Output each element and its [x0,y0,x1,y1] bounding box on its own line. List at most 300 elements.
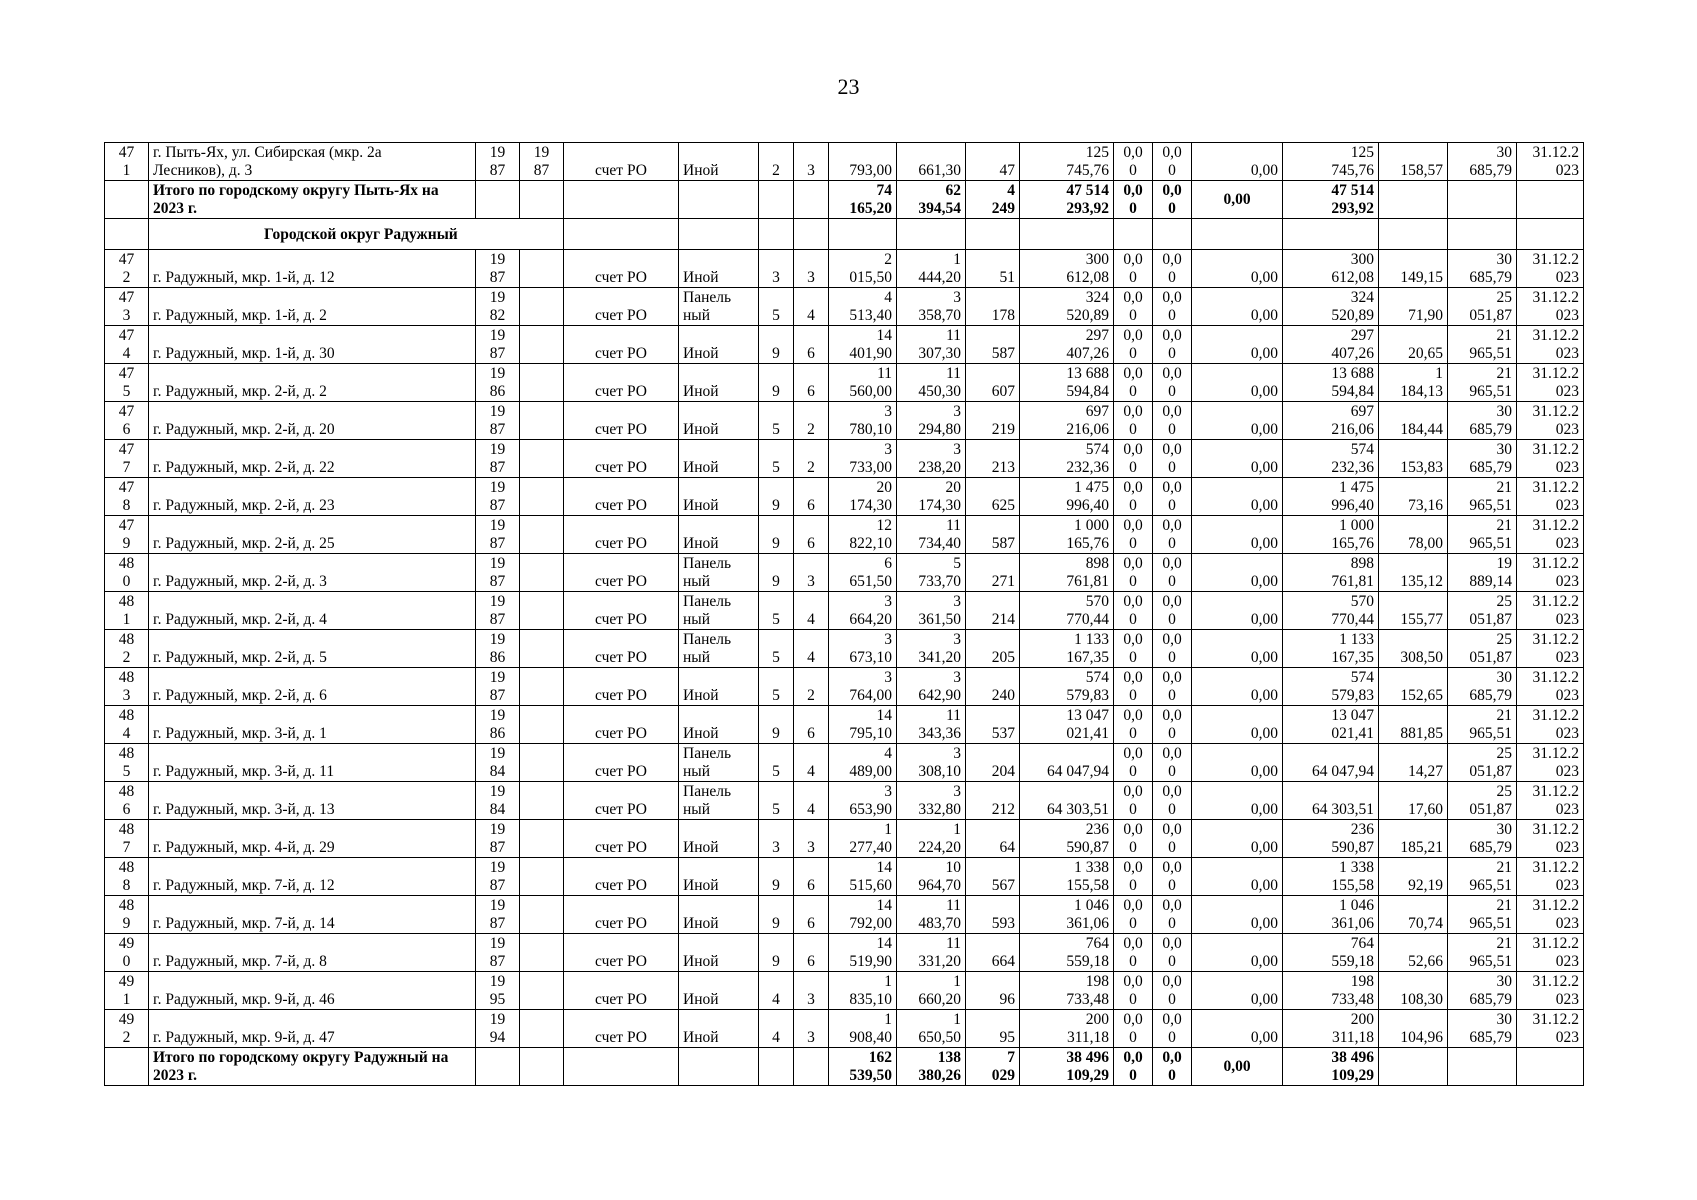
wall-material-line [683,144,754,162]
fund-2-line: 0,0 [1162,555,1182,572]
year-commissioned-line: 19 [533,144,550,161]
section-title: Городской округ Радужный [149,219,564,250]
address-line [153,669,471,687]
fund-4 [1283,516,1379,554]
wall-material-line: ный [683,611,711,628]
fund-2-line: 0 [1168,307,1176,324]
fund-4-line: 125 [1350,144,1374,161]
address [149,478,476,516]
fund-2 [1153,896,1192,934]
completion-date-line: 31.12.2 [1532,821,1579,838]
year-built [476,858,520,896]
max-unit-cost-line: 25 [1496,745,1512,762]
area-residential-line: 642,90 [918,687,961,704]
fund-1 [1114,250,1153,288]
table-row [105,402,1584,440]
area-total-line: 11 [877,365,892,382]
fund-2-line: 0,0 [1162,745,1182,762]
area-total-line: 4 [884,745,892,762]
row-number-line: 47 [118,365,135,382]
completion-date-line: 31.12.2 [1532,365,1579,382]
fund-1 [1114,858,1153,896]
wall-material [679,1010,759,1048]
completion-date [1517,706,1584,744]
area-residential-line: 332,80 [918,801,961,818]
total-fund-3: 0,00 [1192,1048,1283,1086]
fund-4-line: 570 [1350,593,1374,610]
year-built-line: 87 [489,915,506,932]
fund-2-line: 0,0 [1162,365,1182,382]
wall-material-line: Иной [683,915,719,932]
row-number-line: 47 [118,517,135,534]
empty-cell [564,1048,679,1086]
unit-cost: 308,50 [1379,630,1448,668]
fund-2-line: 0,0 [1162,707,1182,724]
residents: 95 [966,1010,1020,1048]
area-total-line: 822,10 [849,535,892,552]
year-built-line: 84 [489,801,506,818]
unit-cost: 14,27 [1379,744,1448,782]
year-commissioned-line [524,383,559,401]
fund-4 [1283,1010,1379,1048]
area-residential-line: 450,30 [918,383,961,400]
cost-total-line: 407,26 [1066,345,1109,362]
fund-4-line: 1 338 [1339,859,1374,876]
max-unit-cost-line: 965,51 [1469,953,1512,970]
area-total [829,440,897,478]
unit-cost: 184,44 [1379,402,1448,440]
cost-total-line: 236 [1085,821,1109,838]
total-residents-line: 7 [1007,1049,1015,1066]
fund-1-line: 0 [1129,725,1137,742]
total-fund-2-line: 0 [1168,1067,1176,1084]
year-commissioned [520,592,564,630]
fund-2 [1153,744,1192,782]
wall-material [679,630,759,668]
max-unit-cost [1448,630,1517,668]
unit-cost: 71,90 [1379,288,1448,326]
wall-material-line: Панель [683,631,732,648]
year-built [476,706,520,744]
empty-cell [966,219,1020,250]
fund-2 [1153,972,1192,1010]
cost-total [1020,516,1114,554]
entrances: 4 [794,288,829,326]
area-total-line: 4 [884,289,892,306]
fund-3: 0,00 [1192,782,1283,820]
fund-2 [1153,402,1192,440]
cost-total-line: 770,44 [1066,611,1109,628]
table-row [105,820,1584,858]
max-unit-cost-line: 685,79 [1469,1029,1512,1046]
fund-1-line: 0,0 [1123,745,1143,762]
cost-total-line: 1 133 [1074,631,1109,648]
fund-2 [1153,782,1192,820]
fund-2 [1153,478,1192,516]
fund-1-line: 0,0 [1123,517,1143,534]
cost-total-line: 764 [1085,935,1109,952]
fund-1-line: 0,0 [1123,144,1143,161]
completion-date [1517,1010,1584,1048]
area-total-line: 015,50 [849,269,892,286]
table-row [105,250,1584,288]
year-commissioned [520,668,564,706]
address-line [153,897,471,915]
completion-date-line: 023 [1555,725,1579,742]
completion-date-line: 31.12.2 [1532,631,1579,648]
fund-1-line: 0 [1129,573,1137,590]
year-built-line: 87 [489,345,506,362]
empty-cell [794,1048,829,1086]
completion-date-line: 31.12.2 [1532,973,1579,990]
fund-4-line: 232,36 [1331,459,1374,476]
area-total-line: 1 [884,973,892,990]
row-number [105,250,149,288]
fund-1-line: 0,0 [1123,555,1143,572]
address-line [153,783,471,801]
cost-total-line: 898 [1085,555,1109,572]
funding-method: счет РО [564,782,679,820]
completion-date-line: 31.12.2 [1532,669,1579,686]
area-residential [897,143,966,181]
max-unit-cost-line: 965,51 [1469,383,1512,400]
total-fund-4 [1283,181,1379,219]
fund-3: 0,00 [1192,402,1283,440]
cost-total-line: 733,48 [1066,991,1109,1008]
cost-total-line: 125 [1085,144,1109,161]
area-total-line: 519,90 [849,953,892,970]
row-number-line: 47 [118,251,135,268]
year-built-line: 87 [489,573,506,590]
fund-1-line: 0,0 [1123,365,1143,382]
address-line [153,441,471,459]
unit-cost: 70,74 [1379,896,1448,934]
year-built-line: 19 [489,251,506,268]
residents: 567 [966,858,1020,896]
area-total-line: 793,00 [849,162,892,179]
fund-4 [1283,744,1379,782]
year-built-line: 87 [489,839,506,856]
completion-date-line: 023 [1555,1029,1579,1046]
floors: 5 [759,592,794,630]
address-line: г. Радужный, мкр. 9-й, д. 46 [153,991,335,1008]
area-total [829,896,897,934]
fund-1-line: 0,0 [1123,593,1143,610]
empty-cell [794,219,829,250]
total-area-total-line: 162 [868,1049,892,1066]
total-cost-line: 38 496 [1066,1049,1109,1066]
fund-1-line: 0 [1129,383,1137,400]
completion-date [1517,934,1584,972]
completion-date-line: 31.12.2 [1532,707,1579,724]
year-built [476,440,520,478]
wall-material-line [683,1011,754,1029]
area-total-line: 3 [884,441,892,458]
wall-material-line [683,365,754,383]
year-built [476,934,520,972]
year-built-line: 19 [489,897,506,914]
fund-2-line: 0 [1168,535,1176,552]
residents: 587 [966,516,1020,554]
cost-total [1020,896,1114,934]
unit-cost-line: 1 [1435,365,1443,382]
row-number-line: 49 [118,1011,135,1028]
year-built-line: 19 [489,403,506,420]
address-line: г. Радужный, мкр. 2-й, д. 20 [153,421,335,438]
area-residential-line [901,144,961,162]
completion-date-line: 023 [1555,991,1579,1008]
row-number-line: 47 [118,289,135,306]
area-total-line: 20 [876,479,892,496]
max-unit-cost [1448,250,1517,288]
total-area-residential-line: 138 [937,1049,961,1066]
completion-date-line: 023 [1555,421,1579,438]
year-built [476,326,520,364]
fund-2 [1153,143,1192,181]
floors: 5 [759,668,794,706]
fund-1 [1114,402,1153,440]
fund-1-line: 0,0 [1123,1011,1143,1028]
wall-material-line: Панель [683,555,732,572]
fund-4-line: 155,58 [1331,877,1374,894]
fund-1-line: 0 [1129,459,1137,476]
address-line: г. Радужный, мкр. 7-й, д. 8 [153,953,327,970]
area-total-line: 2 [884,251,892,268]
fund-2-line: 0,0 [1162,479,1182,496]
fund-1-line: 0 [1129,162,1137,179]
area-residential-line: 483,70 [918,915,961,932]
year-commissioned [520,896,564,934]
floors: 5 [759,630,794,668]
fund-4-line: 165,76 [1331,535,1374,552]
address [149,744,476,782]
fund-3: 0,00 [1192,630,1283,668]
year-commissioned [520,1010,564,1048]
area-total-line: 3 [884,631,892,648]
address-line [153,327,471,345]
area-residential [897,402,966,440]
total-residents [966,1048,1020,1086]
year-built-line: 86 [489,649,506,666]
fund-2-line: 0 [1168,991,1176,1008]
fund-4-line: 297 [1350,327,1374,344]
year-built-line: 19 [489,707,506,724]
table-row [105,668,1584,706]
address-line [153,479,471,497]
year-built-line: 19 [489,144,506,161]
fund-2-line: 0 [1168,839,1176,856]
row-number [105,143,149,181]
area-residential-line: 3 [953,289,961,306]
fund-2-line: 0 [1168,801,1176,818]
year-commissioned-line [524,251,559,269]
fund-1-line: 0,0 [1123,669,1143,686]
address [149,402,476,440]
fund-2-line: 0,0 [1162,859,1182,876]
year-commissioned [520,440,564,478]
fund-3: 0,00 [1192,1010,1283,1048]
cost-total [1020,1010,1114,1048]
empty-cell [679,1048,759,1086]
residents: 47 [966,143,1020,181]
year-commissioned [520,478,564,516]
year-commissioned [520,782,564,820]
area-residential [897,478,966,516]
completion-date-line: 31.12.2 [1532,745,1579,762]
max-unit-cost [1448,972,1517,1010]
address-line: г. Радужный, мкр. 2-й, д. 25 [153,535,335,552]
fund-4-line: 761,81 [1331,573,1374,590]
year-built-line: 19 [489,935,506,952]
total-residents-line: 249 [991,200,1015,217]
area-total [829,934,897,972]
year-built-line: 19 [489,441,506,458]
fund-4-line: 216,06 [1331,421,1374,438]
area-residential [897,1010,966,1048]
wall-material-line: Иной [683,535,719,552]
area-residential [897,668,966,706]
address-line: г. Пыть-Ях, ул. Сибирская (мкр. 2а [153,144,382,161]
unit-cost: 158,57 [1379,143,1448,181]
max-unit-cost-line: 685,79 [1469,459,1512,476]
fund-2-line: 0,0 [1162,403,1182,420]
completion-date-line: 023 [1555,162,1579,179]
wall-material-line [683,251,754,269]
total-residents [966,181,1020,219]
table-row [105,972,1584,1010]
wall-material-line: ный [683,307,711,324]
total-row [105,1048,1584,1086]
row-number-line: 1 [122,991,131,1008]
row-number-line: 47 [118,327,135,344]
wall-material-line [683,441,754,459]
wall-material-line: ный [683,801,711,818]
row-number-line: 48 [118,859,135,876]
area-residential-line: 964,70 [918,877,961,894]
completion-date-line: 31.12.2 [1532,517,1579,534]
year-built [476,668,520,706]
residents: 51 [966,250,1020,288]
cost-total-line [1024,745,1109,763]
empty-cell [520,1048,564,1086]
fund-1-line: 0,0 [1123,441,1143,458]
year-built [476,402,520,440]
fund-3: 0,00 [1192,668,1283,706]
empty-cell [476,181,520,219]
max-unit-cost-line: 685,79 [1469,269,1512,286]
max-unit-cost-line: 30 [1496,403,1512,420]
year-built-line: 19 [489,289,506,306]
fund-4 [1283,858,1379,896]
row-number-line: 6 [122,801,131,818]
row-number [105,820,149,858]
fund-2-line: 0,0 [1162,593,1182,610]
fund-4-line: 1 475 [1339,479,1374,496]
area-residential-line: 3 [953,745,961,762]
empty-cell [105,1048,149,1086]
residents: 240 [966,668,1020,706]
fund-2-line: 0,0 [1162,327,1182,344]
cost-total-line: 64 047,94 [1047,763,1109,780]
cost-total [1020,326,1114,364]
wall-material-line: ный [683,649,711,666]
fund-2 [1153,288,1192,326]
address [149,782,476,820]
max-unit-cost [1448,858,1517,896]
fund-1 [1114,820,1153,858]
year-built-line: 84 [489,763,506,780]
address-line: г. Радужный, мкр. 1-й, д. 30 [153,345,335,362]
fund-3: 0,00 [1192,478,1283,516]
max-unit-cost-line: 685,79 [1469,687,1512,704]
year-commissioned [520,326,564,364]
max-unit-cost-line: 30 [1496,441,1512,458]
row-number-line: 3 [122,307,131,324]
funding-method: счет РО [564,250,679,288]
cost-total-line: 361,06 [1066,915,1109,932]
area-residential [897,440,966,478]
area-residential [897,858,966,896]
cost-total-line: 165,76 [1066,535,1109,552]
row-number-line: 48 [118,707,135,724]
wall-material [679,592,759,630]
max-unit-cost-line: 21 [1496,707,1512,724]
empty-cell [794,181,829,219]
table-row [105,516,1584,554]
empty-cell [679,181,759,219]
fund-1-line: 0,0 [1123,327,1143,344]
address-line: г. Радужный, мкр. 2-й, д. 4 [153,611,327,628]
fund-4-line: 770,44 [1331,611,1374,628]
area-total-line: 14 [876,327,892,344]
funding-method: счет РО [564,326,679,364]
fund-2-line: 0 [1168,459,1176,476]
row-number-line: 2 [122,1029,131,1046]
total-area-total-line: 74 [876,182,892,199]
fund-2-line: 0 [1168,573,1176,590]
row-number-line: 48 [118,555,135,572]
area-residential-line: 358,70 [918,307,961,324]
year-built-line: 19 [489,973,506,990]
address-line: г. Радужный, мкр. 2-й, д. 5 [153,649,327,666]
fund-1-line: 0 [1129,269,1137,286]
area-total-line: 489,00 [849,763,892,780]
row-number-line: 48 [118,745,135,762]
fund-1-line: 0,0 [1123,935,1143,952]
residents: 219 [966,402,1020,440]
max-unit-cost-line: 965,51 [1469,725,1512,742]
address [149,554,476,592]
year-commissioned-line [524,669,559,687]
area-residential [897,250,966,288]
wall-material [679,972,759,1010]
fund-2-line: 0,0 [1162,144,1182,161]
area-total-line: 3 [884,593,892,610]
unit-cost-line: 184,13 [1400,383,1443,400]
wall-material-line [683,669,754,687]
total-fund-4-line: 293,92 [1331,200,1374,217]
row-number [105,934,149,972]
address-line: г. Радужный, мкр. 3-й, д. 13 [153,801,335,818]
address-line [153,707,471,725]
address [149,326,476,364]
cost-total-line: 761,81 [1066,573,1109,590]
address-line [153,517,471,535]
wall-material-line: Иной [683,345,719,362]
area-total [829,478,897,516]
floors: 4 [759,1010,794,1048]
total-label: Итого по городскому округу Пыть-Ях на 2023 г. [149,181,476,219]
